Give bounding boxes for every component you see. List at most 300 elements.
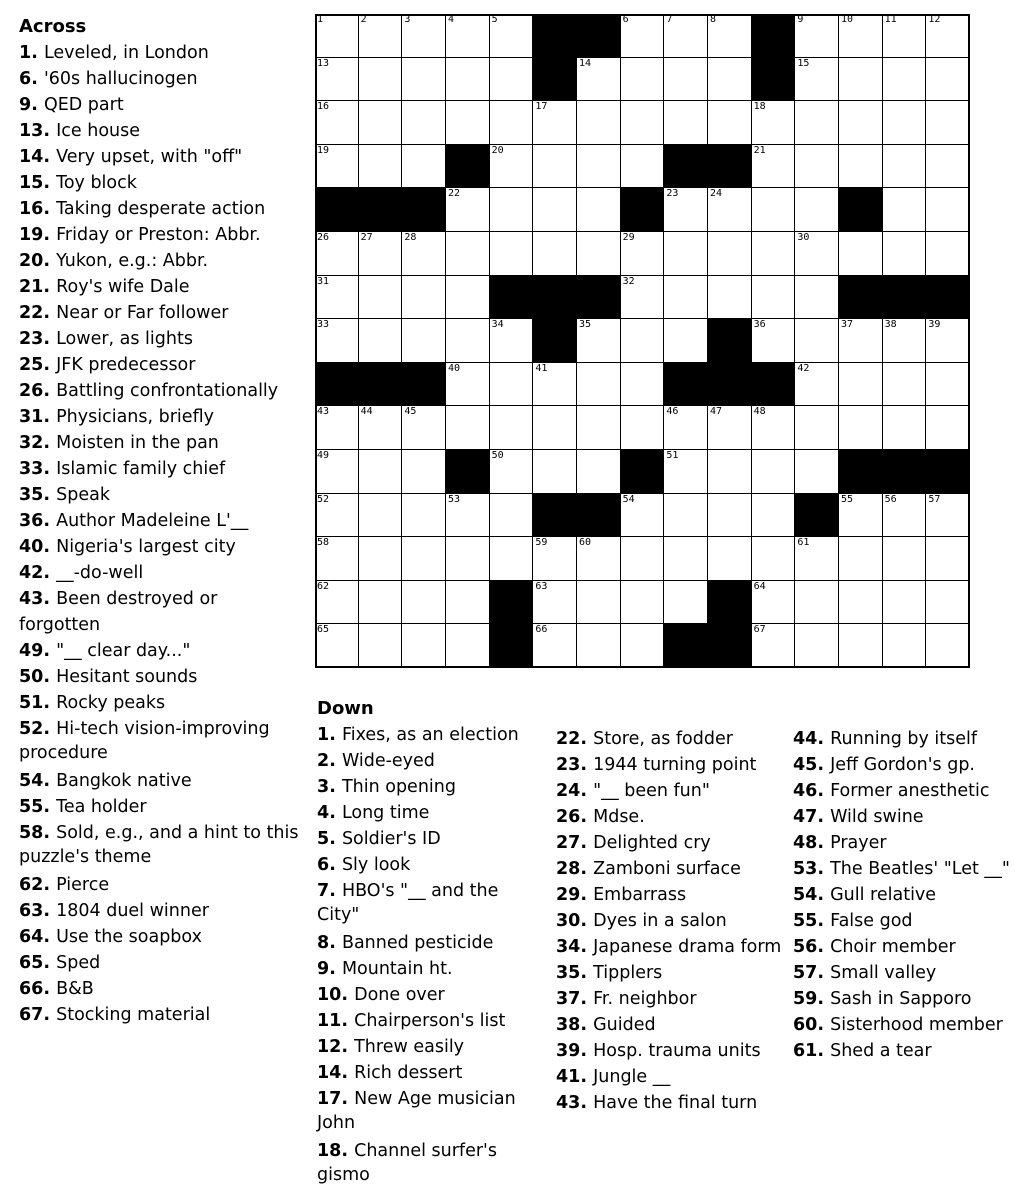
grid-cell[interactable] (359, 581, 403, 625)
grid-cell[interactable] (621, 101, 665, 145)
grid-cell[interactable] (795, 14, 839, 58)
grid-cell[interactable] (883, 494, 927, 538)
clue-text: Taking desperate action (56, 199, 266, 219)
grid-cell[interactable] (752, 494, 796, 538)
grid-cell[interactable] (664, 101, 708, 145)
grid-cell[interactable] (402, 406, 446, 450)
clue-text: Threw easily (354, 1037, 465, 1057)
grid-cell[interactable] (708, 276, 752, 320)
grid-cell[interactable] (883, 14, 927, 58)
grid-cell[interactable] (359, 14, 403, 58)
clue-number: 42 (19, 563, 44, 583)
clue-item (793, 1038, 1013, 1064)
grid-cell[interactable] (446, 58, 490, 102)
clue-item (317, 982, 552, 1008)
clue-text-continued: John (317, 1113, 356, 1133)
cell-number: 21 (753, 144, 766, 156)
grid-cell[interactable] (359, 537, 403, 581)
clue-number-period: . (580, 807, 594, 827)
grid-cell[interactable] (621, 58, 665, 102)
grid-cell[interactable] (883, 101, 927, 145)
grid-cell[interactable] (708, 101, 752, 145)
grid-cell[interactable] (490, 58, 534, 102)
clue-item (19, 950, 299, 976)
cell-number: 64 (753, 580, 766, 592)
grid-cell[interactable] (402, 581, 446, 625)
clue-text: JFK predecessor (56, 355, 196, 375)
grid-cell[interactable] (708, 406, 752, 450)
grid-cell[interactable] (621, 406, 665, 450)
grid-cell[interactable] (533, 581, 577, 625)
grid-cell[interactable] (621, 232, 665, 276)
cell-number: 11 (884, 14, 897, 25)
grid-cell[interactable] (752, 406, 796, 450)
grid-cell[interactable] (359, 58, 403, 102)
clue-text: Soldier's ID (341, 829, 441, 849)
grid-cell[interactable] (795, 145, 839, 189)
grid-cell[interactable] (839, 58, 883, 102)
grid-cell[interactable] (359, 494, 403, 538)
grid-cell[interactable] (490, 450, 534, 494)
grid-cell[interactable] (446, 188, 490, 232)
clue-item (793, 908, 1013, 934)
grid-cell[interactable] (490, 406, 534, 450)
grid-cell[interactable] (315, 58, 359, 102)
grid-cell[interactable] (795, 406, 839, 450)
clue-number-period: . (43, 355, 57, 375)
cell-number: 6 (622, 14, 629, 25)
cell-number: 29 (622, 232, 635, 243)
grid-cell[interactable] (883, 188, 927, 232)
clue-number-period: . (341, 985, 355, 1005)
grid-cell[interactable] (490, 494, 534, 538)
grid-cell[interactable] (621, 363, 665, 407)
grid-cell[interactable] (533, 145, 577, 189)
grid-cell[interactable] (926, 319, 970, 363)
grid-cell[interactable] (533, 101, 577, 145)
grid-cell[interactable] (926, 145, 970, 189)
clue-number-period: . (31, 69, 44, 89)
grid-cell[interactable] (708, 14, 752, 58)
clue-number: 8 (317, 933, 330, 953)
grid-block (883, 276, 927, 320)
grid-cell[interactable] (926, 58, 970, 102)
clue-number-period: . (817, 1015, 831, 1035)
clue-item (19, 196, 299, 222)
grid-cell[interactable] (577, 406, 621, 450)
clue-number-period: . (43, 459, 57, 479)
grid-cell[interactable] (664, 58, 708, 102)
grid-cell[interactable] (752, 145, 796, 189)
clue-number-period: . (341, 1063, 355, 1083)
grid-cell[interactable] (708, 537, 752, 581)
grid-cell[interactable] (577, 58, 621, 102)
grid-cell[interactable] (315, 406, 359, 450)
grid-cell[interactable] (315, 101, 359, 145)
grid-cell[interactable] (664, 232, 708, 276)
grid-cell[interactable] (795, 58, 839, 102)
grid-cell[interactable] (402, 537, 446, 581)
clue-text: "__ clear day..." (56, 641, 191, 661)
clue-number: 9 (19, 95, 32, 115)
clue-text: Sly look (341, 855, 411, 875)
clue-number-period: . (43, 537, 57, 557)
clue-text: "__ been fun" (593, 781, 710, 801)
clue-number-period: . (580, 755, 594, 775)
down-heading: Down (317, 698, 374, 719)
grid-cell[interactable] (577, 581, 621, 625)
clue-text: Shed a tear (830, 1041, 932, 1061)
grid-cell[interactable] (926, 624, 970, 668)
clue-number: 16 (19, 199, 44, 219)
grid-cell[interactable] (446, 537, 490, 581)
grid-cell[interactable] (402, 101, 446, 145)
grid-cell[interactable] (490, 14, 534, 58)
grid-cell[interactable] (533, 188, 577, 232)
grid-cell[interactable] (839, 624, 883, 668)
grid-cell[interactable] (795, 537, 839, 581)
clue-item (317, 826, 552, 852)
clue-number: 51 (19, 693, 44, 713)
grid-cell[interactable] (446, 581, 490, 625)
grid-cell[interactable] (577, 537, 621, 581)
clue-item (317, 722, 552, 748)
grid-cell[interactable] (621, 145, 665, 189)
clue-number-period: . (580, 859, 594, 879)
clue-number: 18 (317, 1141, 342, 1161)
grid-cell[interactable] (664, 450, 708, 494)
clue-number-period: . (817, 989, 831, 1009)
grid-cell[interactable] (839, 232, 883, 276)
grid-cell[interactable] (577, 624, 621, 668)
clue-number-period: . (817, 807, 831, 827)
grid-cell[interactable] (359, 450, 403, 494)
grid-cell[interactable] (446, 624, 490, 668)
grid-cell[interactable] (926, 537, 970, 581)
cell-number: 62 (317, 580, 330, 592)
grid-cell[interactable] (490, 145, 534, 189)
clue-text: Sped (56, 953, 101, 973)
grid-cell[interactable] (883, 232, 927, 276)
grid-cell[interactable] (490, 101, 534, 145)
grid-cell[interactable] (402, 232, 446, 276)
grid-cell[interactable] (402, 14, 446, 58)
grid-cell[interactable] (402, 624, 446, 668)
clue-number-period: . (43, 433, 57, 453)
clue-number-period: . (817, 833, 831, 853)
grid-cell[interactable] (795, 363, 839, 407)
grid-cell[interactable] (752, 188, 796, 232)
grid-cell[interactable] (752, 101, 796, 145)
grid-cell[interactable] (359, 145, 403, 189)
cell-number: 22 (448, 188, 461, 200)
grid-cell[interactable] (664, 494, 708, 538)
grid-cell[interactable] (926, 232, 970, 276)
grid-block (752, 363, 796, 407)
grid-cell[interactable] (446, 363, 490, 407)
clue-item (19, 118, 299, 144)
clue-number-period: . (341, 1037, 355, 1057)
grid-cell[interactable] (315, 14, 359, 58)
grid-cell[interactable] (708, 494, 752, 538)
grid-block (839, 188, 883, 232)
grid-cell[interactable] (577, 319, 621, 363)
grid-cell[interactable] (533, 406, 577, 450)
grid-cell[interactable] (664, 188, 708, 232)
grid-cell[interactable] (795, 101, 839, 145)
cell-number: 28 (404, 232, 417, 243)
clue-text: Been destroyed or forgotten (19, 589, 218, 635)
clue-item (19, 690, 299, 716)
clue-number: 26 (556, 807, 581, 827)
cell-number: 2 (360, 14, 367, 25)
grid-cell[interactable] (795, 581, 839, 625)
clue-number-period: . (43, 719, 57, 739)
grid-cell[interactable] (315, 232, 359, 276)
grid-cell[interactable] (490, 363, 534, 407)
clue-number: 59 (793, 989, 818, 1009)
grid-cell[interactable] (926, 581, 970, 625)
grid-cell[interactable] (795, 624, 839, 668)
grid-block (795, 494, 839, 538)
clue-number-period: . (31, 95, 44, 115)
grid-cell[interactable] (752, 319, 796, 363)
grid-cell[interactable] (533, 363, 577, 407)
clue-number-period: . (580, 1067, 594, 1087)
grid-cell[interactable] (621, 14, 665, 58)
grid-cell[interactable] (533, 232, 577, 276)
clue-text: Friday or Preston: Abbr. (56, 225, 261, 245)
grid-cell[interactable] (577, 363, 621, 407)
grid-cell[interactable] (621, 581, 665, 625)
grid-cell[interactable] (402, 450, 446, 494)
grid-cell[interactable] (359, 276, 403, 320)
grid-cell[interactable] (664, 537, 708, 581)
grid-cell[interactable] (926, 188, 970, 232)
grid-cell[interactable] (315, 145, 359, 189)
grid-cell[interactable] (839, 145, 883, 189)
grid-cell[interactable] (708, 58, 752, 102)
grid-cell[interactable] (359, 624, 403, 668)
clue-number: 17 (317, 1089, 342, 1109)
grid-cell[interactable] (402, 145, 446, 189)
clue-number-period: . (43, 589, 57, 609)
across-clue-list (19, 14, 299, 1028)
grid-cell[interactable] (926, 363, 970, 407)
grid-cell[interactable] (315, 450, 359, 494)
clue-item (556, 726, 791, 752)
grid-cell[interactable] (795, 319, 839, 363)
grid-cell[interactable] (839, 406, 883, 450)
clue-number: 14 (19, 147, 44, 167)
grid-cell[interactable] (883, 363, 927, 407)
grid-cell[interactable] (708, 450, 752, 494)
grid-cell[interactable] (577, 450, 621, 494)
grid-cell[interactable] (839, 14, 883, 58)
clue-item (793, 804, 1013, 830)
grid-cell[interactable] (446, 232, 490, 276)
clue-text: Wild swine (830, 807, 924, 827)
grid-cell[interactable] (402, 58, 446, 102)
clue-number: 31 (19, 407, 44, 427)
clue-item (317, 1086, 552, 1135)
clue-number: 19 (19, 225, 44, 245)
clue-item (317, 748, 552, 774)
clue-item (317, 800, 552, 826)
grid-cell[interactable] (883, 624, 927, 668)
grid-cell[interactable] (533, 624, 577, 668)
grid-cell[interactable] (664, 319, 708, 363)
clue-number: 24 (556, 781, 581, 801)
grid-cell[interactable] (577, 145, 621, 189)
grid-cell[interactable] (883, 406, 927, 450)
grid-cell[interactable] (664, 276, 708, 320)
clue-number-period: . (43, 303, 57, 323)
grid-cell[interactable] (621, 494, 665, 538)
cell-number: 12 (928, 14, 941, 25)
grid-cell[interactable] (926, 101, 970, 145)
clue-text: Physicians, briefly (56, 407, 214, 427)
grid-cell[interactable] (839, 537, 883, 581)
clue-number-period: . (43, 277, 57, 297)
grid-cell[interactable] (490, 188, 534, 232)
clue-number-period: . (580, 989, 594, 1009)
grid-cell[interactable] (577, 188, 621, 232)
grid-cell[interactable] (446, 101, 490, 145)
grid-cell[interactable] (664, 581, 708, 625)
clue-number: 53 (793, 859, 818, 879)
grid-cell[interactable] (839, 363, 883, 407)
cell-number: 27 (360, 232, 373, 243)
grid-cell[interactable] (315, 537, 359, 581)
grid-cell[interactable] (752, 276, 796, 320)
grid-cell[interactable] (752, 232, 796, 276)
grid-cell[interactable] (533, 537, 577, 581)
clue-number: 58 (19, 823, 44, 843)
grid-cell[interactable] (795, 276, 839, 320)
grid-cell[interactable] (883, 58, 927, 102)
grid-cell[interactable] (664, 14, 708, 58)
grid-cell[interactable] (490, 537, 534, 581)
grid-block (446, 450, 490, 494)
grid-cell[interactable] (839, 581, 883, 625)
grid-cell[interactable] (883, 319, 927, 363)
clue-number: 22 (556, 729, 581, 749)
clue-number-period: . (817, 859, 831, 879)
grid-block (926, 450, 970, 494)
cell-number: 65 (317, 624, 330, 636)
grid-cell[interactable] (315, 319, 359, 363)
grid-cell[interactable] (621, 624, 665, 668)
clue-text: Prayer (830, 833, 887, 853)
grid-cell[interactable] (795, 232, 839, 276)
grid-block (708, 319, 752, 363)
clue-item (556, 856, 791, 882)
grid-cell[interactable] (883, 581, 927, 625)
grid-cell[interactable] (490, 319, 534, 363)
clue-number: 39 (556, 1041, 581, 1061)
cell-number: 42 (797, 362, 810, 374)
clue-number-period: . (329, 777, 342, 797)
cell-number: 56 (884, 493, 897, 505)
down-clue-list-column-3 (793, 726, 1013, 1064)
clue-text: Sold, e.g., and a hint to this (56, 823, 299, 843)
grid-cell[interactable] (359, 232, 403, 276)
grid-cell[interactable] (752, 537, 796, 581)
clue-number: 5 (317, 829, 330, 849)
grid-cell[interactable] (315, 581, 359, 625)
clue-item (556, 934, 791, 960)
cell-number: 36 (753, 319, 766, 331)
grid-cell[interactable] (577, 232, 621, 276)
grid-block (839, 450, 883, 494)
clue-item (556, 752, 791, 778)
grid-block (359, 188, 403, 232)
grid-cell[interactable] (883, 145, 927, 189)
grid-cell[interactable] (315, 624, 359, 668)
grid-cell[interactable] (926, 14, 970, 58)
cell-number: 19 (317, 144, 330, 156)
clue-item (19, 924, 299, 950)
clue-number-period: . (817, 911, 831, 931)
grid-block (752, 58, 796, 102)
grid-cell[interactable] (446, 276, 490, 320)
clue-text: The Beatles' "Let __" (830, 859, 1010, 879)
clue-number: 7 (317, 881, 330, 901)
grid-cell[interactable] (708, 188, 752, 232)
grid-cell[interactable] (359, 319, 403, 363)
grid-cell[interactable] (402, 494, 446, 538)
clue-text: Battling confrontationally (56, 381, 279, 401)
grid-cell[interactable] (446, 319, 490, 363)
grid-cell[interactable] (402, 319, 446, 363)
clue-number-period: . (31, 43, 44, 63)
grid-cell[interactable] (752, 624, 796, 668)
grid-cell[interactable] (533, 450, 577, 494)
grid-cell[interactable] (926, 494, 970, 538)
grid-cell[interactable] (621, 276, 665, 320)
grid-cell[interactable] (577, 101, 621, 145)
grid-cell[interactable] (795, 188, 839, 232)
grid-cell[interactable] (315, 276, 359, 320)
cell-number: 17 (535, 101, 548, 113)
grid-cell[interactable] (752, 450, 796, 494)
grid-cell[interactable] (446, 406, 490, 450)
clue-text: Fixes, as an election (341, 725, 519, 745)
grid-cell[interactable] (621, 537, 665, 581)
grid-cell[interactable] (883, 537, 927, 581)
grid-cell[interactable] (839, 101, 883, 145)
grid-cell[interactable] (708, 232, 752, 276)
grid-cell[interactable] (315, 494, 359, 538)
grid-cell[interactable] (926, 406, 970, 450)
grid-cell[interactable] (664, 406, 708, 450)
grid-cell[interactable] (359, 101, 403, 145)
grid-cell[interactable] (446, 14, 490, 58)
grid-cell[interactable] (621, 319, 665, 363)
grid-cell[interactable] (752, 581, 796, 625)
grid-cell[interactable] (446, 494, 490, 538)
grid-cell[interactable] (490, 232, 534, 276)
grid-cell[interactable] (839, 494, 883, 538)
grid-cell[interactable] (359, 406, 403, 450)
cell-number: 49 (317, 450, 330, 461)
grid-cell[interactable] (402, 276, 446, 320)
grid-cell[interactable] (839, 319, 883, 363)
clue-number-period: . (329, 751, 342, 771)
clue-item (19, 274, 299, 300)
grid-cell[interactable] (795, 450, 839, 494)
